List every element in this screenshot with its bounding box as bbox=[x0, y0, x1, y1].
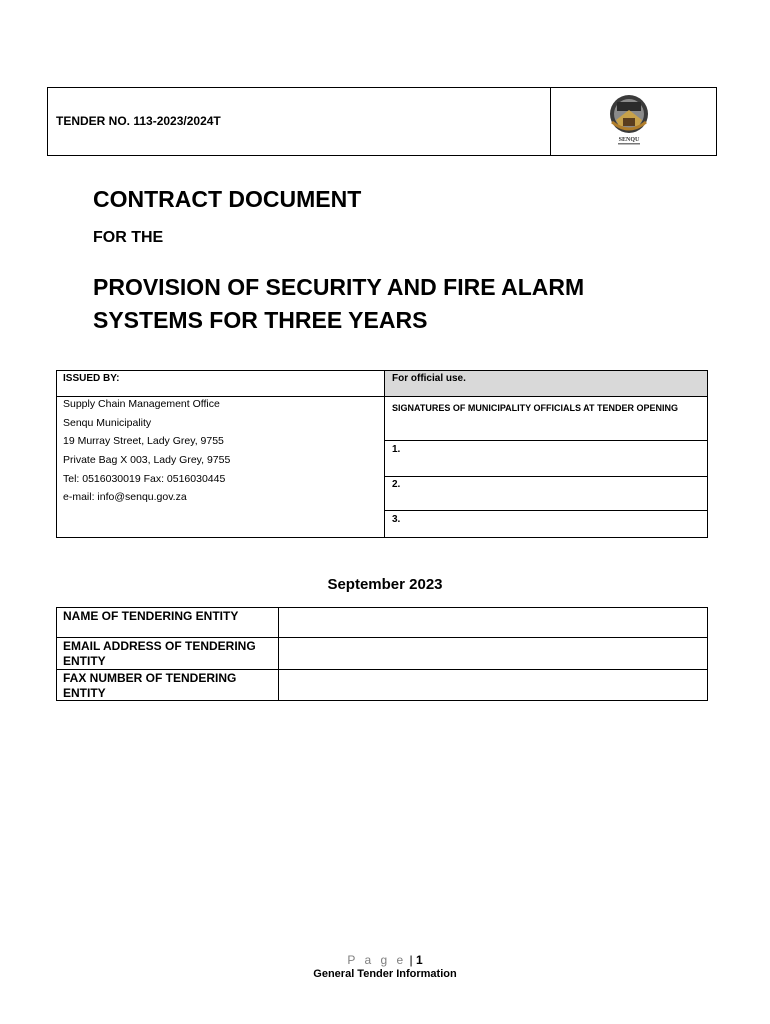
page-word: P a g e bbox=[347, 953, 407, 967]
table-divider bbox=[56, 637, 708, 638]
table-divider bbox=[56, 396, 708, 397]
official-use-label: For official use. bbox=[392, 373, 466, 384]
signature-row-divider bbox=[384, 510, 708, 511]
signature-number: 2. bbox=[392, 479, 401, 490]
entity-name-field[interactable] bbox=[280, 609, 706, 636]
email-line: e-mail: info@senqu.gov.za bbox=[63, 491, 187, 503]
document-title: CONTRACT DOCUMENT bbox=[93, 186, 362, 212]
signature-number: 3. bbox=[392, 514, 401, 525]
address-line: Senqu Municipality bbox=[63, 417, 152, 429]
signatures-heading: SIGNATURES OF MUNICIPALITY OFFICIALS AT TENDER OPENING bbox=[392, 403, 679, 413]
signature-row-divider bbox=[384, 440, 708, 441]
entity-email-field[interactable] bbox=[280, 639, 706, 668]
address-line: Supply Chain Management Office bbox=[63, 398, 220, 410]
entity-fax-label: FAX NUMBER OF TENDERING ENTITY bbox=[63, 671, 237, 700]
entity-name-label: NAME OF TENDERING ENTITY bbox=[63, 609, 239, 623]
page-separator: | bbox=[406, 953, 416, 967]
logo-text: SENQU bbox=[618, 137, 640, 143]
address-line: 19 Murray Street, Lady Grey, 9755 bbox=[63, 435, 224, 447]
signature-number: 1. bbox=[392, 444, 401, 455]
page-number-line bbox=[0, 953, 770, 967]
title-connector: FOR THE bbox=[93, 229, 164, 246]
table-divider bbox=[56, 669, 708, 670]
senqu-municipality-logo bbox=[606, 92, 652, 148]
issued-by-label: ISSUED BY: bbox=[63, 373, 120, 384]
footer-info: General Tender Information bbox=[313, 968, 457, 980]
document-date: September 2023 bbox=[327, 576, 443, 593]
address-line: Tel: 0516030019 Fax: 0516030445 bbox=[63, 473, 226, 485]
tender-number: TENDER NO. 113-2023/2024T bbox=[56, 114, 221, 128]
signature-row-divider bbox=[384, 476, 708, 477]
header-divider bbox=[550, 87, 551, 156]
address-line: Private Bag X 003, Lady Grey, 9755 bbox=[63, 454, 231, 466]
document-subtitle: PROVISION OF SECURITY AND FIRE ALARM SYSTEMS FOR THREE YEARS bbox=[93, 274, 585, 333]
entity-fax-field[interactable] bbox=[280, 671, 706, 699]
page-number: 1 bbox=[415, 953, 423, 967]
table-divider bbox=[278, 607, 279, 701]
entity-email-label: EMAIL ADDRESS OF TENDERING ENTITY bbox=[63, 639, 256, 668]
